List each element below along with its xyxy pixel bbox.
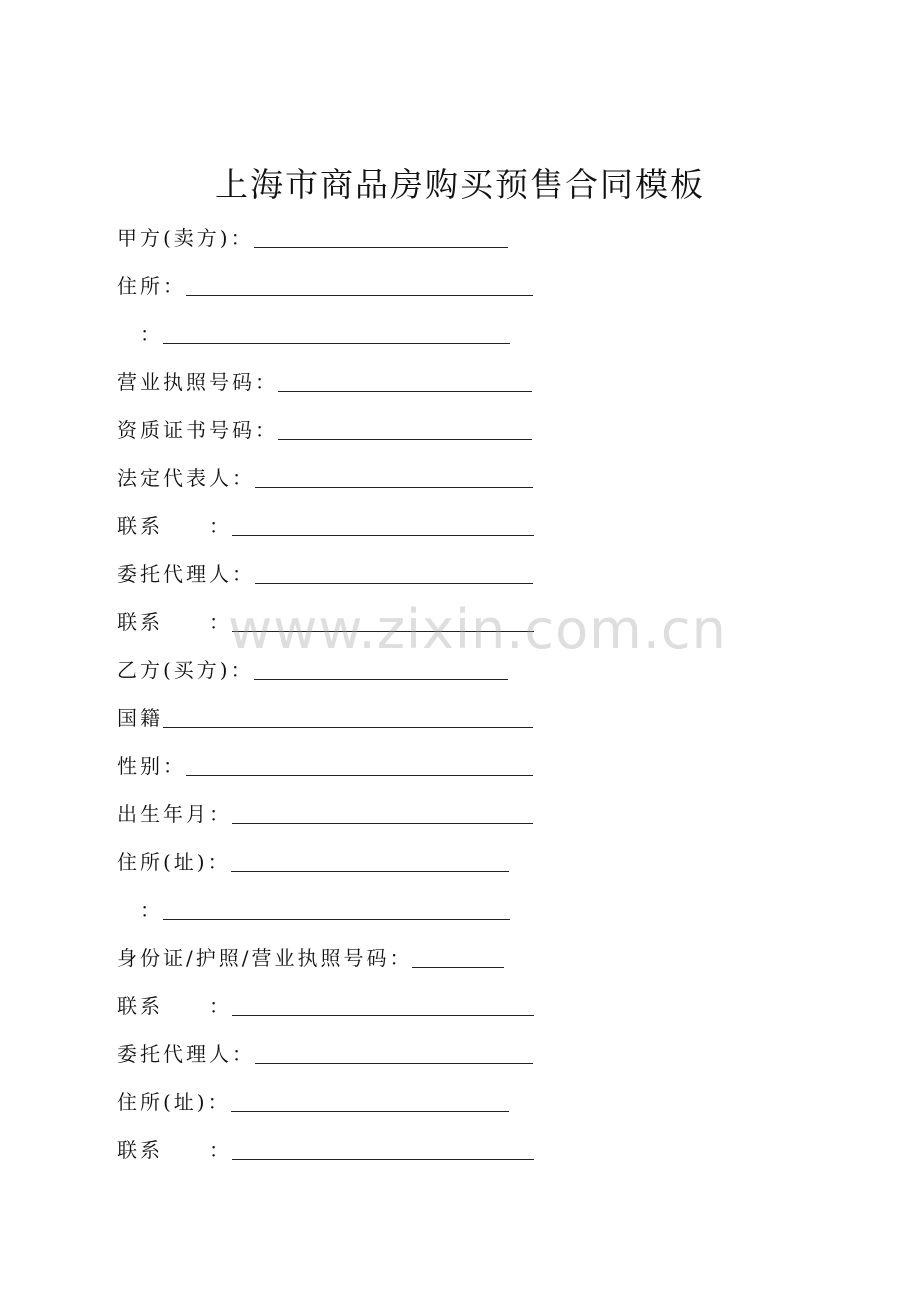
field-label: 住所(址)：: [117, 850, 231, 874]
fill-in-blank[interactable]: [232, 993, 534, 1016]
field-seller-agent: [117, 556, 533, 588]
watermark: www.zixin.com.cn: [228, 598, 727, 661]
field-label: 住所：: [117, 274, 186, 298]
field-label: 性别：: [117, 754, 186, 778]
field-label: 住所(址)：: [117, 1090, 231, 1114]
field-buyer: [117, 652, 508, 684]
fill-in-blank[interactable]: [186, 753, 533, 776]
fill-in-blank[interactable]: [163, 897, 510, 920]
field-buyer-agent-contact: [117, 1132, 534, 1164]
field-label: 联系 ：: [117, 1138, 232, 1162]
field-label: 委托代理人：: [117, 1042, 255, 1066]
fill-in-blank[interactable]: [231, 1089, 509, 1112]
field-label: 联系 ：: [117, 514, 232, 538]
field-label: 营业执照号码：: [117, 370, 278, 394]
field-label: 法定代表人：: [117, 466, 255, 490]
field-buyer-agent-address: [117, 1084, 509, 1116]
field-label: 资质证书号码：: [117, 418, 278, 442]
field-label: 甲方(卖方)：: [117, 226, 254, 250]
field-buyer-blank-label: [117, 892, 510, 924]
document-title: 上海市商品房购买预售合同模板: [215, 165, 705, 204]
field-buyer-contact: [117, 988, 534, 1020]
field-nationality: [117, 700, 533, 732]
fill-in-blank[interactable]: [163, 705, 533, 728]
field-label: 身份证/护照/营业执照号码：: [117, 946, 413, 970]
fill-in-blank[interactable]: [278, 369, 532, 392]
fill-in-blank[interactable]: [232, 609, 534, 632]
fill-in-blank[interactable]: [255, 561, 533, 584]
fill-in-blank[interactable]: [255, 1041, 533, 1064]
field-birth-date: [117, 796, 533, 828]
field-label: ：: [117, 322, 163, 346]
field-buyer-agent: [117, 1036, 533, 1068]
field-business-license: [117, 364, 532, 396]
field-buyer-address: [117, 844, 509, 876]
fill-in-blank[interactable]: [232, 513, 534, 536]
fill-in-blank[interactable]: [232, 801, 533, 824]
field-gender: [117, 748, 533, 780]
fill-in-blank[interactable]: [278, 417, 532, 440]
fill-in-blank[interactable]: [186, 273, 533, 296]
field-seller-address: [117, 268, 533, 300]
field-legal-representative: [117, 460, 533, 492]
fill-in-blank[interactable]: [255, 465, 533, 488]
field-label: ：: [117, 898, 163, 922]
field-label: 出生年月：: [117, 802, 232, 826]
field-qualification-cert: [117, 412, 532, 444]
field-seller-blank-label: [117, 316, 510, 348]
field-seller-contact: [117, 508, 534, 540]
fill-in-blank[interactable]: [231, 849, 509, 872]
fill-in-blank[interactable]: [254, 657, 508, 680]
field-label: 委托代理人：: [117, 562, 255, 586]
fill-in-blank[interactable]: [232, 1137, 534, 1160]
field-label: 联系 ：: [117, 994, 232, 1018]
field-seller: [117, 220, 508, 252]
field-label: 乙方(买方)：: [117, 658, 254, 682]
field-label: 联系 ：: [117, 610, 232, 634]
field-id-number: [117, 940, 504, 972]
fill-in-blank[interactable]: [163, 321, 510, 344]
field-seller-agent-contact: [117, 604, 534, 636]
fill-in-blank[interactable]: [254, 225, 508, 248]
field-label: 国籍: [117, 706, 163, 730]
fill-in-blank[interactable]: [412, 945, 504, 968]
